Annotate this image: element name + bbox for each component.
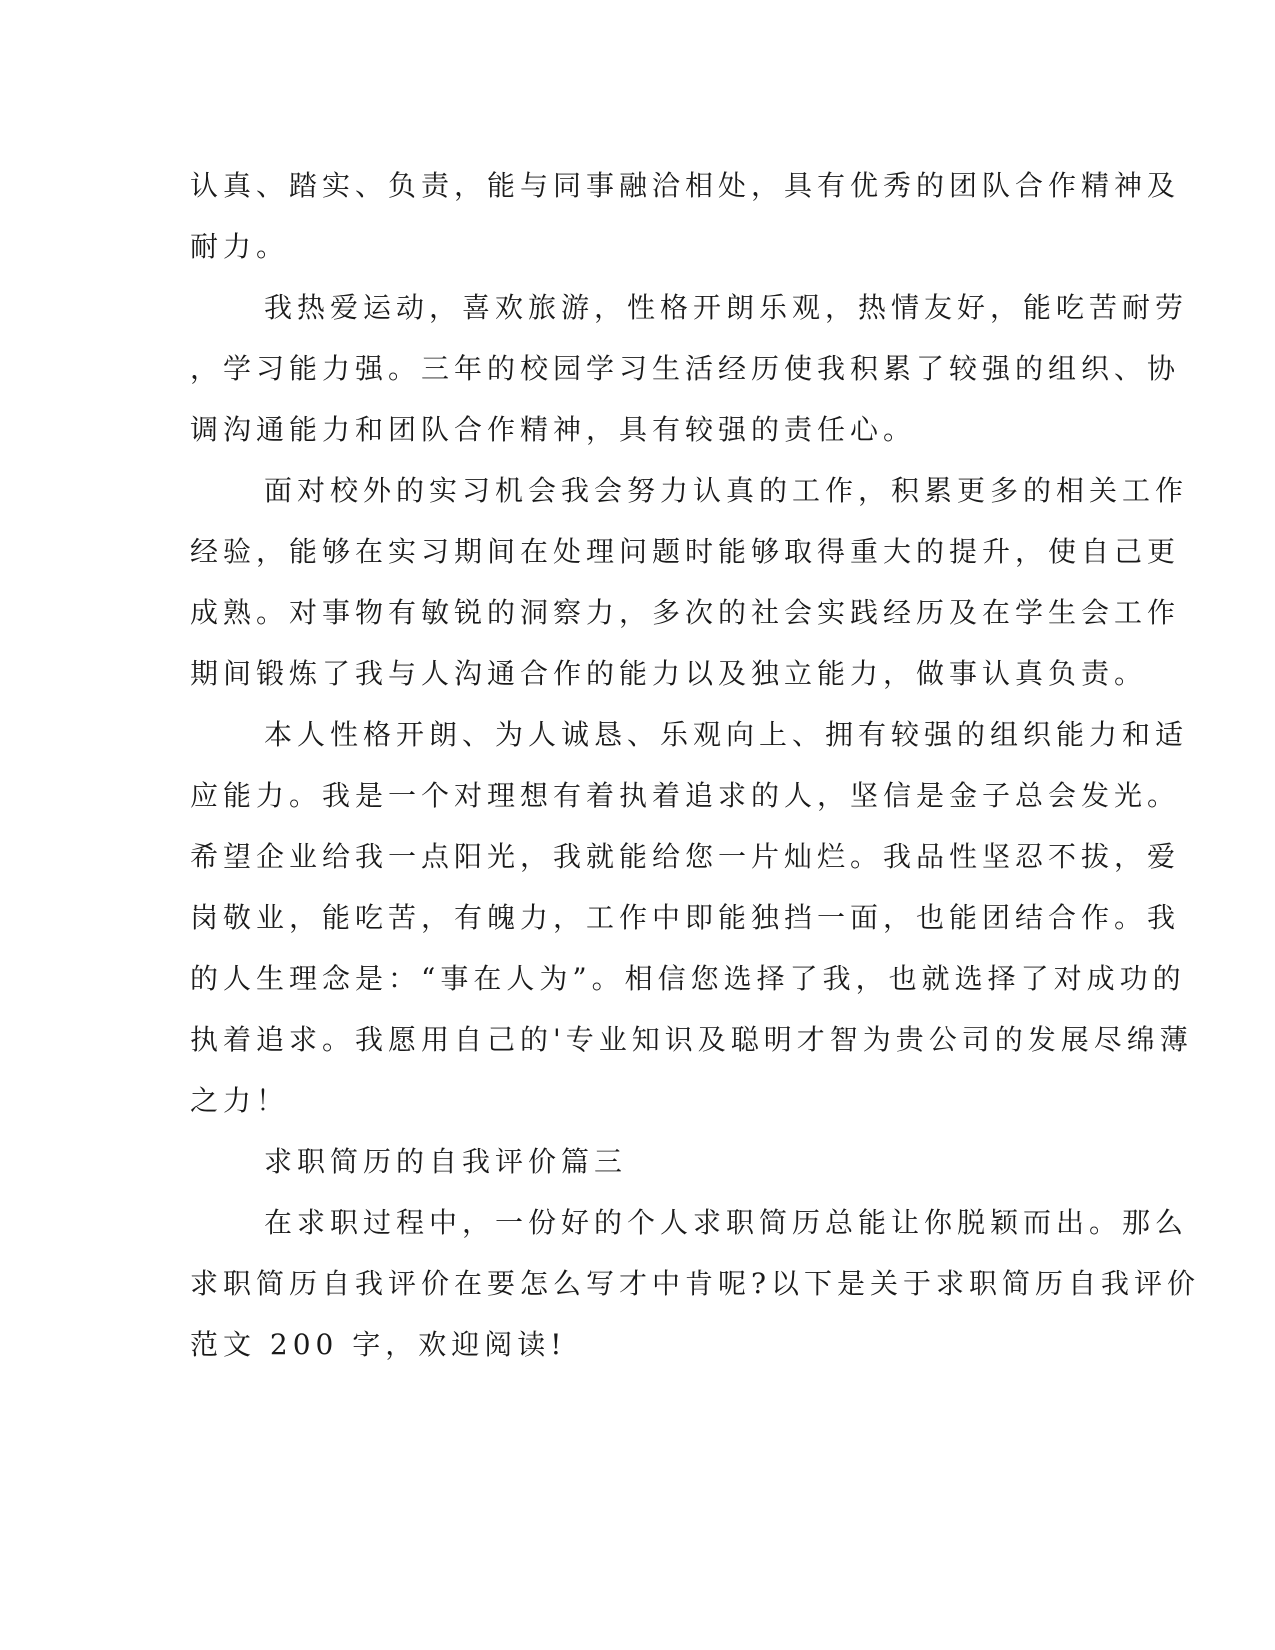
document-body (190, 155, 1201, 1375)
text-line: 希望企业给我一点阳光，我就能给您一片灿烂。我品性坚忍不拔，爱 (190, 840, 1181, 873)
text-line: 耐力。 (190, 230, 290, 263)
text-line: 期间锻炼了我与人沟通合作的能力以及独立能力，做事认真负责。 (190, 657, 1148, 690)
text-line: 经验，能够在实习期间在处理问题时能够取得重大的提升，使自己更 (190, 535, 1181, 568)
text-line: 成熟。对事物有敏锐的洞察力，多次的社会实践经历及在学生会工作 (190, 596, 1181, 629)
text-line: 应能力。我是一个对理想有着执着追求的人，坚信是金子总会发光。 (190, 779, 1181, 812)
text-line: 调沟通能力和团队合作精神，具有较强的责任心。 (190, 413, 917, 446)
paragraph-start-line: 在求职过程中，一份好的个人求职简历总能让你脱颖而出。那么 (264, 1206, 1189, 1239)
paragraph-start-line: 本人性格开朗、为人诚恳、乐观向上、拥有较强的组织能力和适 (264, 718, 1189, 751)
paragraph-start-line: 面对校外的实习机会我会努力认真的工作，积累更多的相关工作 (264, 474, 1189, 507)
text-line: ，学习能力强。三年的校园学习生活经历使我积累了较强的组织、协 (190, 352, 1181, 385)
text-line: 之力！ (190, 1084, 290, 1117)
text-line: 范文 200 字，欢迎阅读! (190, 1328, 567, 1361)
text-line: 的人生理念是：“事在人为”。相信您选择了我，也就选择了对成功的 (190, 962, 1186, 995)
paragraph-start-line: 我热爱运动，喜欢旅游，性格开朗乐观，热情友好，能吃苦耐劳 (264, 291, 1189, 324)
text-line: 认真、踏实、负责，能与同事融洽相处，具有优秀的团队合作精神及 (190, 169, 1181, 202)
text-line: 岗敬业，能吃苦，有魄力，工作中即能独挡一面，也能团结合作。我 (190, 901, 1181, 934)
text-line: 求职简历自我评价在要怎么写才中肯呢?以下是关于求职简历自我评价 (190, 1267, 1201, 1300)
text-line: 执着追求。我愿用自己的'专业知识及聪明才智为贵公司的发展尽绵薄 (190, 1023, 1193, 1056)
section-heading: 求职简历的自我评价篇三 (264, 1145, 628, 1178)
